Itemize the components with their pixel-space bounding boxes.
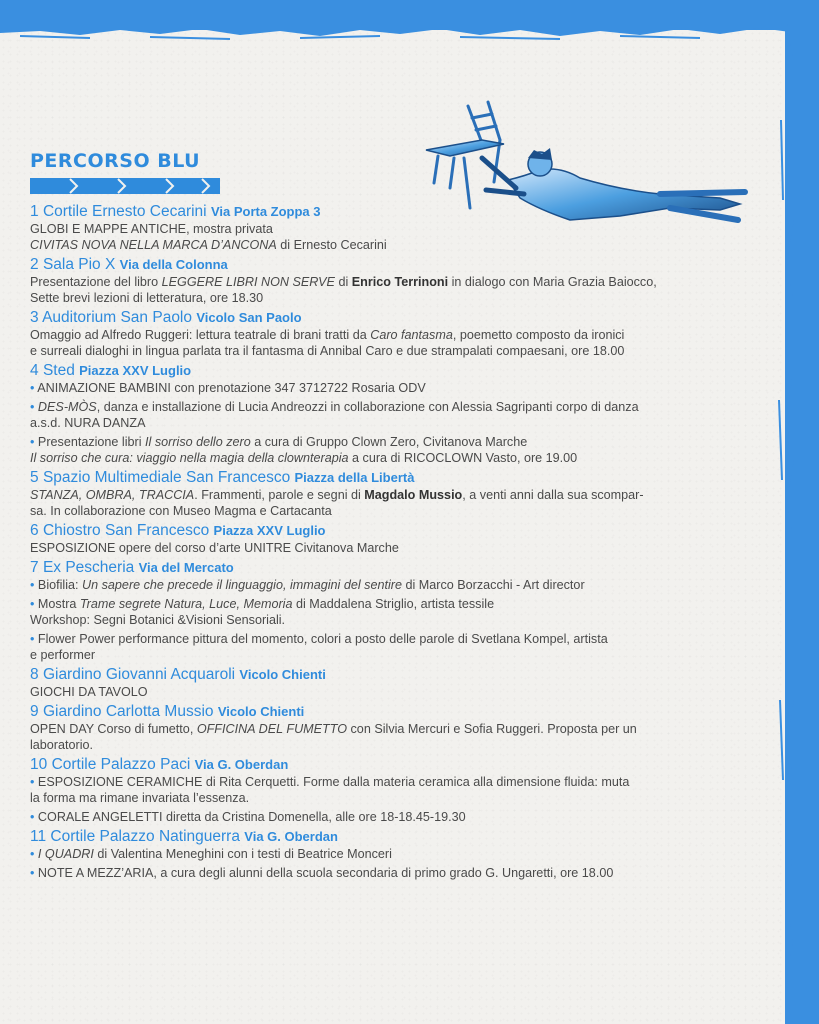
- event-text: Biofilia:: [37, 578, 83, 592]
- event-line: [30, 846, 755, 862]
- venue-item: [30, 202, 755, 253]
- event-text: Omaggio ad Alfredo Ruggeri: lettura teatrale di brani tratti da: [30, 328, 371, 342]
- venue-item: [30, 521, 755, 556]
- event-text: Il sorriso che cura: viaggio nella magia della clownterapia: [30, 451, 349, 465]
- venue-item: [30, 468, 755, 519]
- venue-title: [30, 755, 755, 774]
- venue-title: [30, 558, 755, 577]
- venue-name: Sted: [42, 362, 75, 379]
- venue-number: 6: [30, 522, 39, 539]
- bullet-icon: •: [30, 435, 38, 449]
- bullet-icon: •: [30, 597, 38, 611]
- event-text: Presentazione libri: [37, 435, 146, 449]
- brush-edge-right: [769, 0, 819, 1024]
- event-text: di Ernesto Cecarini: [276, 238, 387, 252]
- event-text: ANIMAZIONE BAMBINI con prenotazione 347 3712722 Rosaria ODV: [37, 381, 426, 395]
- event-text: NOTE A MEZZ’ARIA, a cura degli alunni della scuola secondaria di primo grado G. Ungaretti, ore 18.00: [37, 866, 614, 880]
- event-text: laboratorio.: [30, 738, 94, 752]
- venue-list: [30, 202, 755, 881]
- venue-title: [30, 255, 755, 274]
- venue-number: 8: [30, 666, 39, 683]
- venue-item: [30, 827, 755, 881]
- event-line: [30, 865, 755, 881]
- venue-street: Via della Colonna: [119, 257, 228, 272]
- event-text: , a venti anni dalla sua scompar-: [462, 488, 644, 502]
- event-text: Trame segrete Natura, Luce, Memoria: [79, 597, 293, 611]
- event-text: con Silvia Mercuri e Sofia Ruggeri. Proposta per un: [347, 722, 637, 736]
- event-text: CIVITAS NOVA NELLA MARCA D’ANCONA: [30, 238, 277, 252]
- venue-item: [30, 308, 755, 359]
- event-line: [30, 774, 755, 790]
- event-text: I QUADRI: [37, 847, 94, 861]
- event-line: [30, 221, 755, 237]
- venue-item: [30, 558, 755, 663]
- event-line: [30, 327, 755, 343]
- venue-name: Chiostro San Francesco: [42, 522, 210, 539]
- event-text: Il sorriso dello zero: [145, 435, 251, 449]
- bullet-icon: •: [30, 400, 38, 414]
- event-line: [30, 721, 755, 737]
- event-text: e performer: [30, 648, 96, 662]
- event-text: GLOBI E MAPPE ANTICHE, mostra privata: [30, 222, 273, 236]
- event-text: Enrico Terrinoni: [351, 275, 449, 289]
- venue-street: Via G. Oberdan: [244, 829, 338, 844]
- event-line: [30, 237, 755, 253]
- bullet-icon: •: [30, 847, 38, 861]
- venue-title: [30, 361, 755, 380]
- venue-number: 1: [30, 203, 39, 220]
- event-line: [30, 737, 755, 753]
- event-line: [30, 380, 755, 396]
- event-text: DES-MÒS: [37, 400, 97, 414]
- event-text: in dialogo con Maria Grazia Baiocco,: [448, 275, 657, 289]
- event-line: [30, 631, 755, 647]
- venue-item: [30, 361, 755, 466]
- venue-name: Cortile Palazzo Natinguerra: [50, 828, 240, 845]
- bullet-icon: •: [30, 866, 38, 880]
- event-line: [30, 577, 755, 593]
- venue-street: Vicolo Chienti: [239, 667, 326, 682]
- event-text: Presentazione del libro: [30, 275, 162, 289]
- venue-number: 4: [30, 362, 39, 379]
- venue-name: Giardino Giovanni Acquaroli: [42, 666, 236, 683]
- venue-title: [30, 521, 755, 540]
- bullet-icon: •: [30, 810, 38, 824]
- venue-title: [30, 665, 755, 684]
- venue-street: Vicolo Chienti: [217, 704, 305, 719]
- event-text: , danza e installazione di Lucia Andreozzi in collaborazione con Alessia Sagripanti corpo di danza: [96, 400, 639, 414]
- event-line: [30, 450, 755, 466]
- event-text: di Maddalena Striglio, artista tessile: [292, 597, 495, 611]
- event-text: la forma ma rimane invariata l’essenza.: [30, 791, 250, 805]
- event-text: sa. In collaborazione con Museo Magma e Cartacanta: [30, 504, 332, 518]
- event-text: ESPOSIZIONE opere del corso d’arte UNITRE Civitanova Marche: [30, 541, 399, 555]
- venue-item: [30, 665, 755, 700]
- event-text: di Marco Borzacchi - Art director: [401, 578, 585, 592]
- event-line: [30, 684, 755, 700]
- venue-number: 3: [30, 309, 39, 326]
- venue-number: 7: [30, 559, 39, 576]
- event-text: a cura di RICOCLOWN Vasto, ore 19.00: [348, 451, 578, 465]
- event-text: Magdalo Mussio: [364, 488, 463, 502]
- event-text: Sette brevi lezioni di letteratura, ore 18.30: [30, 291, 264, 305]
- event-text: ESPOSIZIONE CERAMICHE di Rita Cerquetti. Forme dalla materia ceramica alla dimensione fluida: muta: [37, 775, 630, 789]
- venue-name: Sala Pio X: [42, 256, 116, 273]
- event-line: [30, 434, 755, 450]
- event-text: LEGGERE LIBRI NON SERVE: [161, 275, 335, 289]
- venue-name: Auditorium San Paolo: [42, 309, 192, 326]
- event-line: [30, 790, 755, 806]
- event-line: [30, 343, 755, 359]
- venue-name: Cortile Ernesto Cecarini: [42, 203, 207, 220]
- event-line: [30, 503, 755, 519]
- event-text: OPEN DAY Corso di fumetto,: [30, 722, 197, 736]
- event-text: . Frammenti, parole e segni di: [194, 488, 365, 502]
- venue-street: Via Porta Zoppa 3: [210, 204, 321, 219]
- bullet-icon: •: [30, 381, 38, 395]
- venue-name: Spazio Multimediale San Francesco: [42, 469, 291, 486]
- bullet-icon: •: [30, 578, 38, 592]
- event-text: Workshop: Segni Botanici &Visioni Sensoriali.: [30, 613, 286, 627]
- venue-name: Ex Pescheria: [42, 559, 135, 576]
- venue-street: Piazza XXV Luglio: [213, 523, 326, 538]
- event-text: di Valentina Meneghini con i testi di Beatrice Monceri: [93, 847, 392, 861]
- event-line: [30, 612, 755, 628]
- venue-title: [30, 468, 755, 487]
- venue-item: [30, 255, 755, 306]
- event-text: Un sapere che precede il linguaggio, immagini del sentire: [82, 578, 402, 592]
- event-text: STANZA, OMBRA, TRACCIA: [30, 488, 195, 502]
- venue-number: 5: [30, 469, 39, 486]
- event-text: Mostra: [37, 597, 80, 611]
- venue-title: [30, 827, 755, 846]
- event-line: [30, 274, 755, 290]
- event-line: [30, 415, 755, 431]
- event-line: [30, 647, 755, 663]
- event-text: a.s.d. NURA DANZA: [30, 416, 146, 430]
- arrow-bar-icon: [30, 178, 220, 194]
- page-title: PERCORSO BLU: [30, 150, 201, 172]
- bullet-icon: •: [30, 632, 38, 646]
- venue-item: [30, 755, 755, 825]
- event-text: Caro fantasma: [370, 328, 453, 342]
- venue-number: 10: [30, 756, 48, 773]
- venue-number: 2: [30, 256, 39, 273]
- venue-street: Piazza XXV Luglio: [79, 363, 192, 378]
- venue-street: Via G. Oberdan: [194, 757, 289, 772]
- venue-name: Giardino Carlotta Mussio: [42, 703, 214, 720]
- program-content: [30, 150, 755, 883]
- venue-street: Vicolo San Paolo: [196, 310, 302, 325]
- venue-title: [30, 308, 755, 327]
- venue-number: 11: [30, 828, 47, 845]
- event-text: Flower Power performance pittura del momento, colori a posto delle parole di Svetlana Kompel, artista: [37, 632, 608, 646]
- venue-title: [30, 702, 755, 721]
- event-line: [30, 290, 755, 306]
- event-line: [30, 596, 755, 612]
- venue-name: Cortile Palazzo Paci: [51, 756, 191, 773]
- venue-street: Via del Mercato: [138, 560, 234, 575]
- event-line: [30, 540, 755, 556]
- event-text: e surreali dialoghi in lingua parlata tra il fantasma di Annibal Caro e due strampalati compaesani, ore 18.00: [30, 344, 625, 358]
- event-line: [30, 399, 755, 415]
- venue-number: 9: [30, 703, 39, 720]
- venue-item: [30, 702, 755, 753]
- venue-title: [30, 202, 755, 221]
- event-text: CORALE ANGELETTI diretta da Cristina Domenella, alle ore 18-18.45-19.30: [37, 810, 466, 824]
- event-line: [30, 487, 755, 503]
- venue-street: Piazza della Libertà: [294, 470, 415, 485]
- event-text: , poemetto composto da ironici: [452, 328, 625, 342]
- bullet-icon: •: [30, 775, 38, 789]
- event-line: [30, 809, 755, 825]
- event-text: OFFICINA DEL FUMETTO: [196, 722, 348, 736]
- event-text: GIOCHI DA TAVOLO: [30, 685, 148, 699]
- event-text: di: [334, 275, 352, 289]
- brush-edge-top: [0, 0, 819, 40]
- event-text: a cura di Gruppo Clown Zero, Civitanova Marche: [250, 435, 528, 449]
